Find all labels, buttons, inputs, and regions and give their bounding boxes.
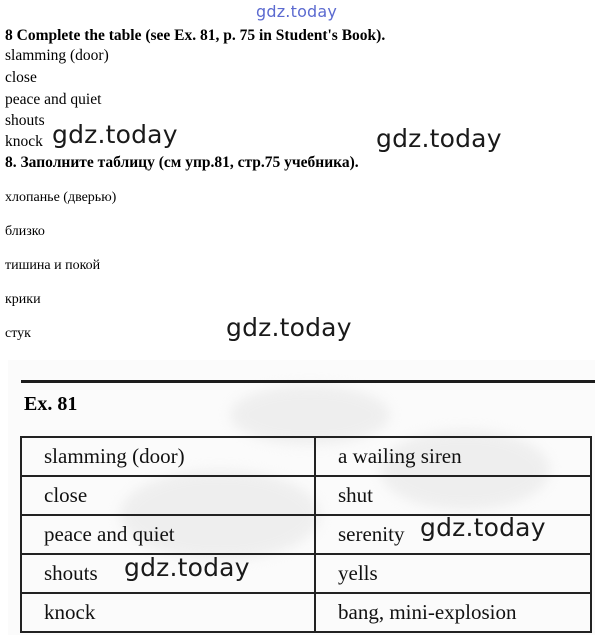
table-cell: yells bbox=[315, 554, 591, 593]
russian-item-4: крики bbox=[5, 292, 41, 307]
watermark-top: gdz.today bbox=[256, 2, 338, 21]
table-cell: bang, mini-explosion bbox=[315, 593, 591, 632]
table-row bbox=[21, 437, 591, 476]
table-cell: a wailing siren bbox=[315, 437, 591, 476]
english-item-4: shouts bbox=[5, 112, 45, 129]
table-cell: knock bbox=[21, 593, 315, 632]
english-heading: 8 Complete the table (see Ex. 81, p. 75 in Student's Book). bbox=[5, 27, 386, 44]
watermark-5: gdz.today bbox=[124, 553, 250, 582]
exercise-title: Ex. 81 bbox=[24, 393, 78, 415]
section-rule bbox=[21, 380, 595, 383]
russian-item-2: близко bbox=[5, 224, 45, 239]
table-cell: serenity bbox=[315, 515, 591, 554]
english-item-2: close bbox=[5, 69, 37, 86]
english-item-1: slamming (door) bbox=[5, 47, 109, 64]
russian-item-3: тишина и покой bbox=[5, 258, 101, 273]
watermark-3: gdz.today bbox=[226, 313, 352, 342]
table-cell: shut bbox=[315, 476, 591, 515]
russian-heading: 8. Заполните таблицу (см упр.81, стр.75 учебника). bbox=[5, 154, 359, 171]
english-item-3: peace and quiet bbox=[5, 91, 102, 108]
russian-item-1: хлопанье (дверью) bbox=[5, 190, 117, 205]
watermark-2: gdz.today bbox=[376, 124, 502, 153]
table-cell: close bbox=[21, 476, 315, 515]
watermark-1: gdz.today bbox=[52, 120, 178, 149]
table-row bbox=[21, 554, 591, 593]
table-cell: shouts bbox=[21, 554, 315, 593]
watermark-4: gdz.today bbox=[420, 513, 546, 542]
english-item-5: knock bbox=[5, 133, 43, 150]
table-row bbox=[21, 593, 591, 632]
table-cell: peace and quiet bbox=[21, 515, 315, 554]
table-cell: slamming (door) bbox=[21, 437, 315, 476]
russian-item-5: стук bbox=[5, 326, 31, 341]
table-row bbox=[21, 476, 591, 515]
